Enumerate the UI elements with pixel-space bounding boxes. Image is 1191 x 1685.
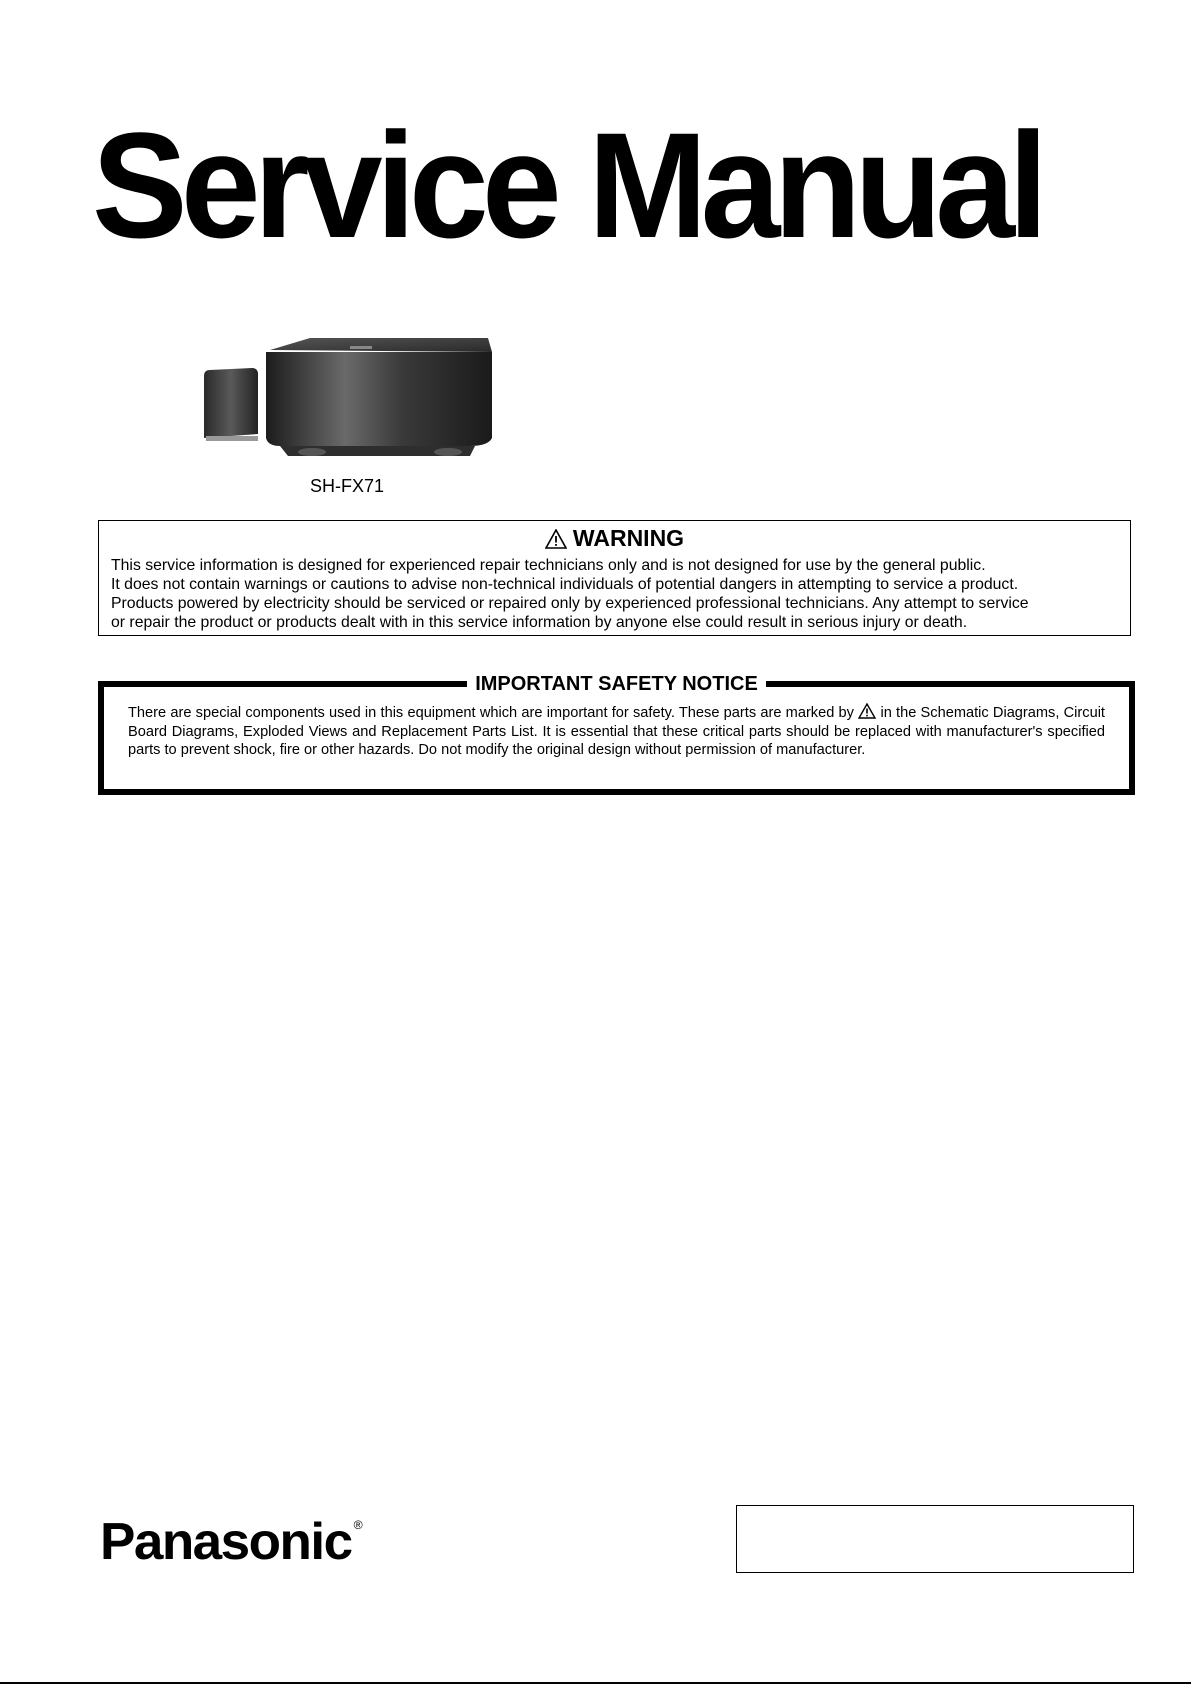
warning-line: This service information is designed for experienced repair technicians only and is not designed for use by the general public. — [111, 557, 986, 574]
bottom-rule — [0, 1682, 1191, 1684]
subwoofer-unit — [266, 338, 492, 456]
warning-text — [111, 556, 1122, 632]
remote-transmitter — [204, 368, 258, 441]
warning-triangle-icon — [545, 529, 567, 549]
warning-title-text: WARNING — [572, 525, 685, 551]
safety-notice-box — [98, 673, 1135, 795]
page-title: Service Manual — [92, 101, 1042, 269]
safety-text-part-1: There are special components used in this equipment which are important for safety. These parts are marked by — [128, 705, 854, 721]
warning-line: or repair the product or products dealt with in this service information by anyone else could result in serious injury or death. — [111, 614, 968, 631]
safety-notice-title-text: IMPORTANT SAFETY NOTICE — [467, 673, 766, 695]
model-label: SH-FX71 — [310, 476, 385, 496]
panasonic-logo — [100, 1512, 361, 1572]
warning-line: Products powered by electricity should be serviced or repaired only by experienced professional technicians. Any attempt to service — [111, 595, 1029, 612]
warning-line: It does not contain warnings or cautions to advise non-technical individuals of potential dangers in attempting to service a product. — [111, 576, 1019, 593]
warning-triangle-icon — [858, 703, 876, 719]
registered-mark: ® — [353, 1518, 362, 1532]
product-image — [200, 338, 500, 473]
safety-notice-text — [128, 703, 1105, 760]
safety-notice-title — [104, 671, 1129, 694]
order-number-box — [736, 1505, 1134, 1573]
safety-text-part-2: in the Schematic Diagrams, Circuit Board Diagrams, Exploded Views and Replacement Parts List. It is essential that these critical parts should be replaced with manufacturer's specified parts to prevent shock, fire or other hazards. Do not modify the original design without permission of manufacturer. — [128, 705, 1105, 758]
warning-title — [99, 525, 1130, 552]
warning-box — [98, 520, 1131, 636]
brand-name: Panasonic — [100, 1513, 352, 1571]
